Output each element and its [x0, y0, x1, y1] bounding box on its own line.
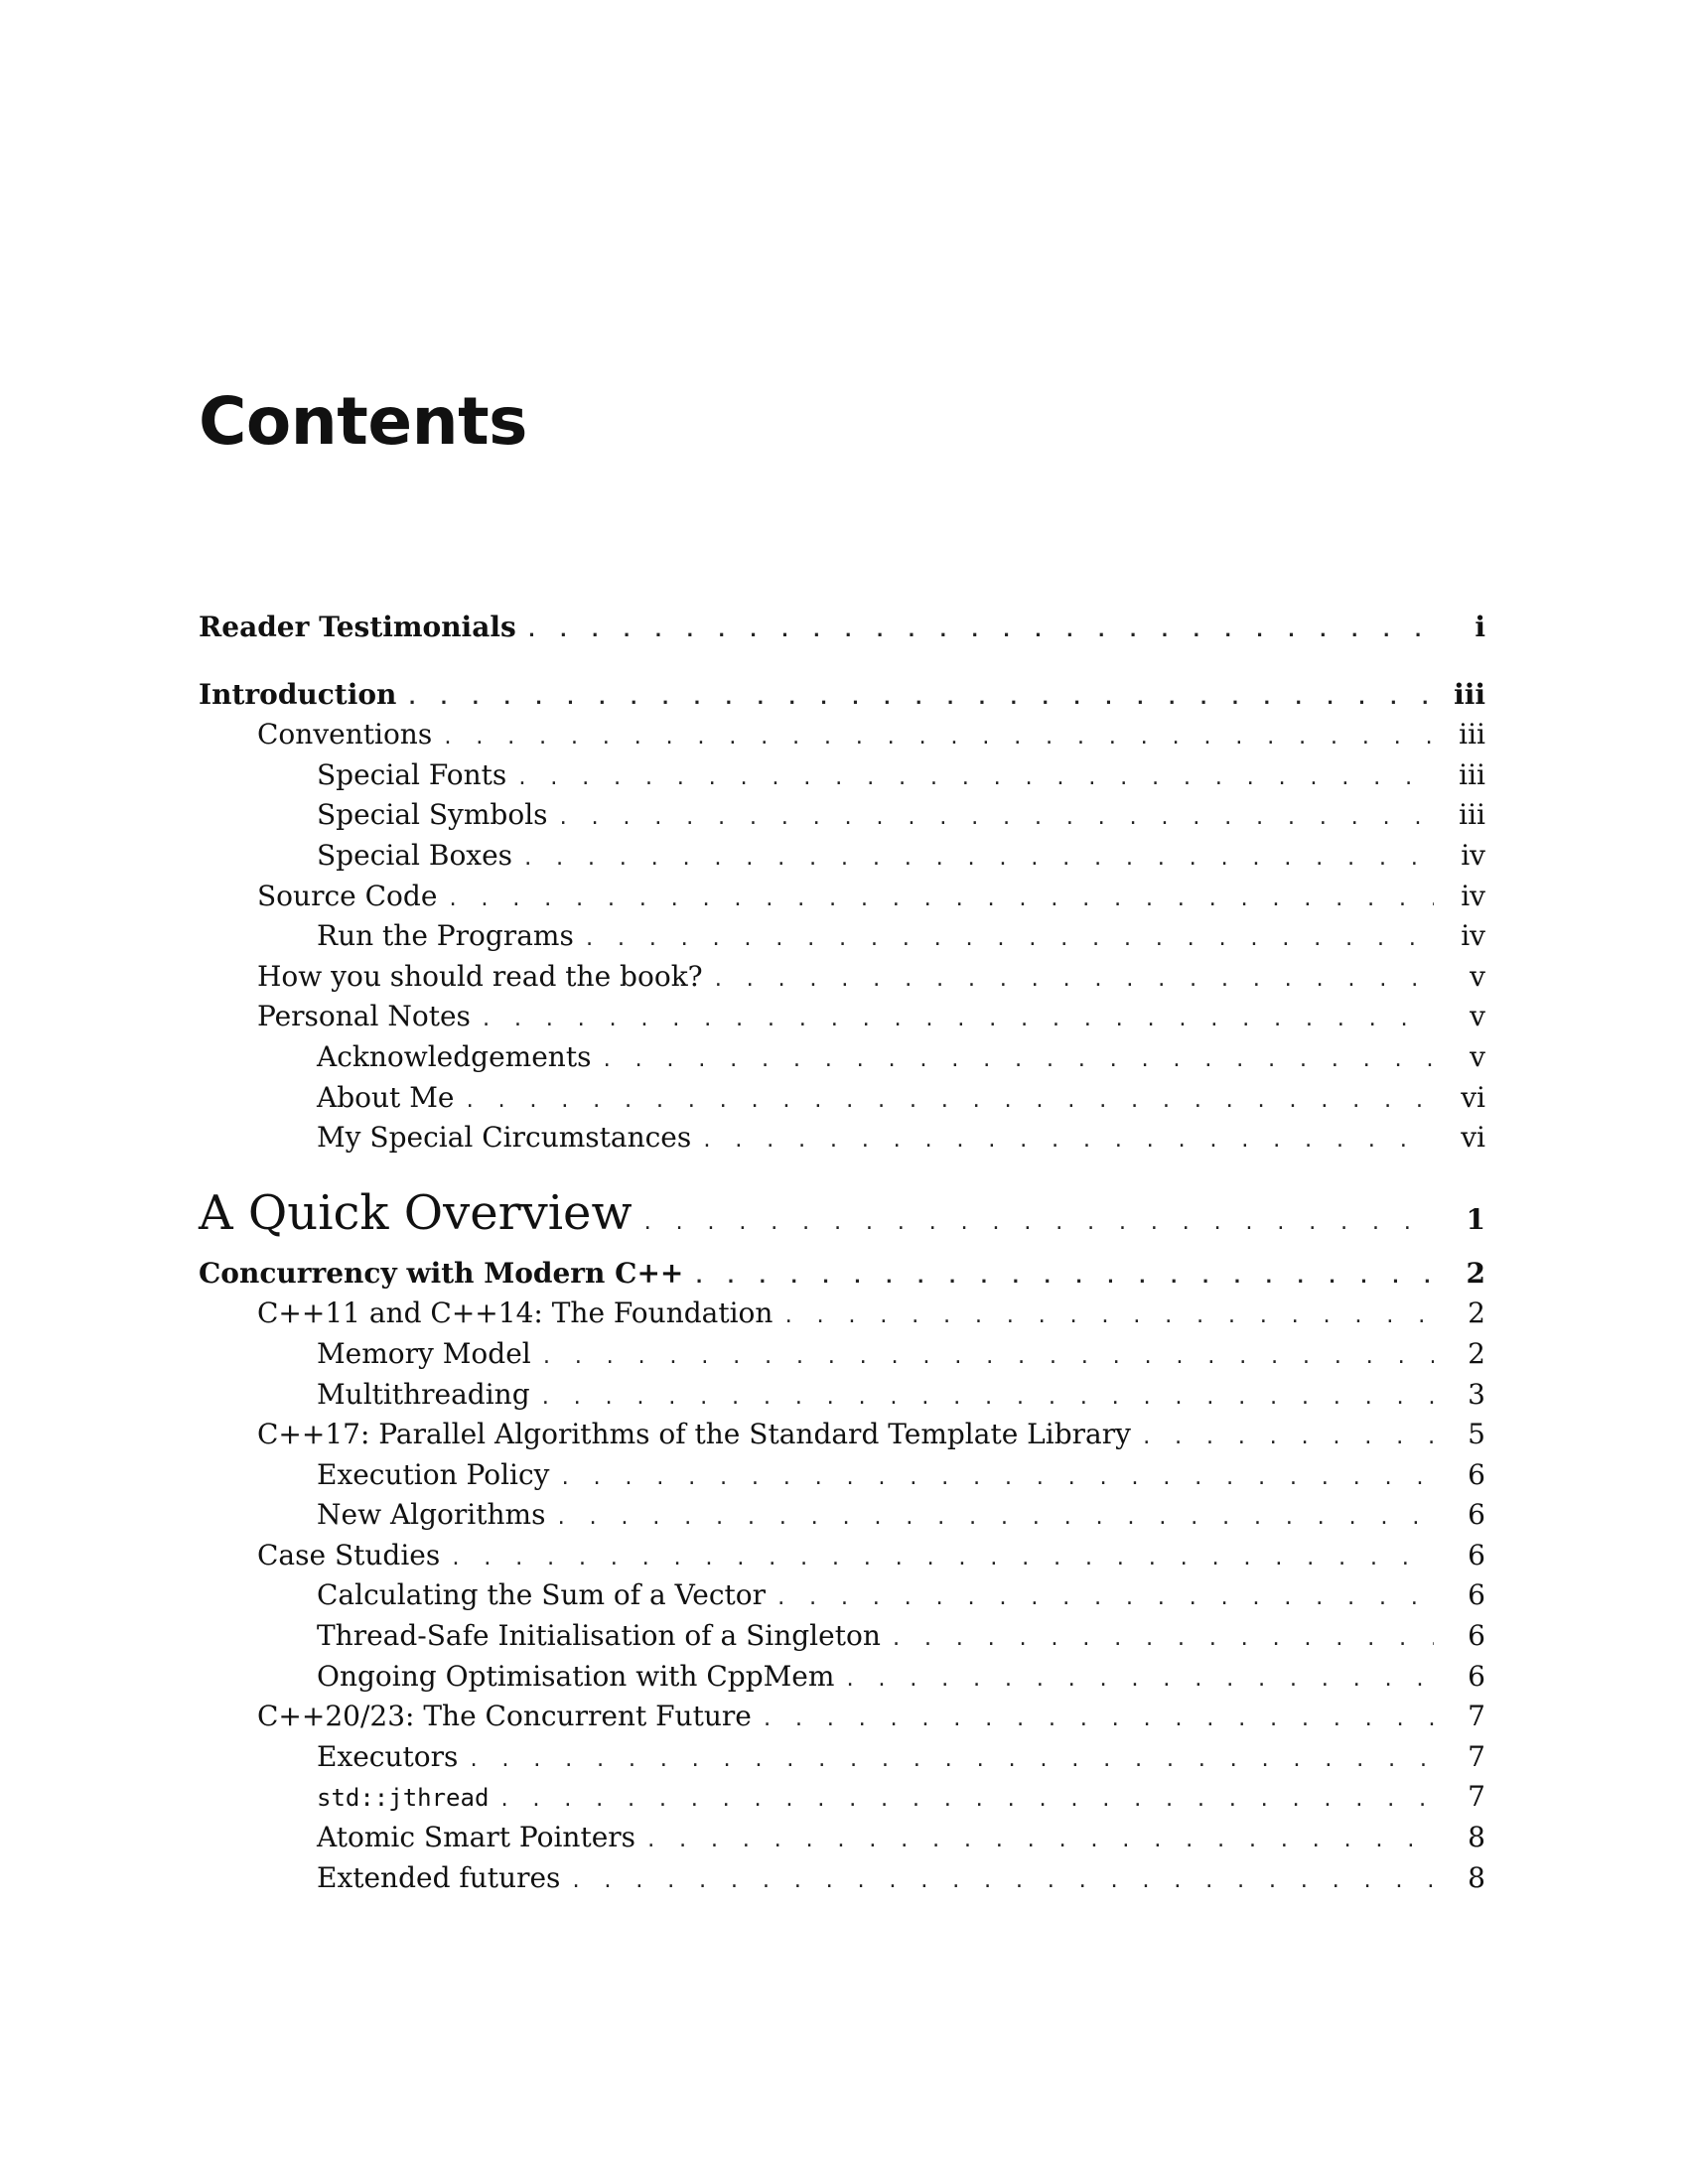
toc-page-number: 8 — [1468, 1821, 1485, 1854]
toc-page-number: 5 — [1468, 1418, 1485, 1451]
toc-entry-title: Concurrency with Modern C++ — [199, 1256, 684, 1290]
toc-page-number: 1 — [1466, 1202, 1485, 1236]
toc-page-number: i — [1475, 611, 1485, 643]
toc-entry-singleton-init[interactable] — [199, 1616, 1485, 1657]
toc-entry-title: Special Boxes — [317, 838, 513, 872]
toc-entry-title: Calculating the Sum of a Vector — [317, 1578, 767, 1612]
toc-entry-special-boxes[interactable] — [199, 836, 1485, 877]
toc-page-number: iii — [1459, 757, 1485, 791]
dot-leader — [782, 1297, 1434, 1337]
dot-leader — [701, 1121, 1434, 1161]
dot-leader — [406, 678, 1434, 719]
toc-entry-title: Thread-Safe Initialisation of a Singleton — [317, 1619, 881, 1653]
toc-entry-title: Case Studies — [257, 1538, 441, 1571]
toc-entry-title: Ongoing Optimisation with CppMem — [317, 1659, 835, 1693]
toc-entry-title: Run the Programs — [317, 919, 574, 953]
toc-page-number: iv — [1461, 879, 1485, 912]
toc-page-number: iii — [1454, 677, 1485, 711]
toc-entry-extended-futures[interactable] — [199, 1858, 1485, 1899]
dot-leader — [560, 1458, 1435, 1499]
toc-page-number: v — [1470, 1039, 1485, 1073]
toc-page-number: v — [1470, 1000, 1485, 1033]
toc-entry-title: std::jthread — [317, 1784, 490, 1813]
dot-leader — [558, 798, 1434, 839]
toc-entry-concurrency-modern-cpp[interactable] — [199, 1254, 1485, 1295]
toc-entry-execution-policy[interactable] — [199, 1455, 1485, 1496]
toc-entry-cpp20-concurrent-future[interactable] — [199, 1697, 1485, 1737]
toc-page-number: iv — [1461, 838, 1485, 872]
toc-entry-title: Personal Notes — [257, 1000, 471, 1033]
toc-entry-title: Acknowledgements — [317, 1039, 592, 1073]
toc-entry-title: A Quick Overview — [199, 1184, 633, 1241]
dot-leader — [481, 1000, 1434, 1040]
toc-entry-title: C++11 and C++14: The Foundation — [257, 1297, 774, 1330]
toc-entry-title: My Special Circumstances — [317, 1121, 692, 1155]
dot-leader — [540, 1378, 1434, 1419]
dot-leader — [693, 1257, 1434, 1297]
toc-page-number: 7 — [1468, 1739, 1485, 1773]
toc-page-number: 3 — [1468, 1377, 1485, 1411]
toc-entry-reader-testimonials[interactable] — [199, 608, 1485, 648]
dot-leader — [442, 718, 1434, 758]
toc-page-number: iv — [1461, 919, 1485, 953]
dot-leader — [762, 1700, 1434, 1740]
dot-leader — [447, 880, 1434, 920]
toc-page-number: 7 — [1468, 1780, 1485, 1814]
toc-page-number: vi — [1461, 1121, 1485, 1155]
toc-entry-special-circumstances[interactable] — [199, 1118, 1485, 1159]
toc-entry-multithreading[interactable] — [199, 1375, 1485, 1416]
dot-leader — [601, 1040, 1434, 1081]
toc-page-number: 6 — [1468, 1578, 1485, 1612]
dot-leader — [541, 1337, 1434, 1378]
toc-page-number: 7 — [1468, 1700, 1485, 1733]
dot-leader — [555, 1498, 1434, 1539]
toc-part-quick-overview[interactable] — [199, 1178, 1485, 1248]
toc-entry-new-algorithms[interactable] — [199, 1495, 1485, 1536]
toc-entry-title: C++17: Parallel Algorithms of the Standard Template Library — [257, 1418, 1131, 1451]
toc-page-number: 6 — [1468, 1659, 1485, 1693]
toc-entry-sum-of-vector[interactable] — [199, 1575, 1485, 1616]
toc-entry-about-me[interactable] — [199, 1078, 1485, 1119]
toc-page-number: vi — [1461, 1080, 1485, 1114]
toc-entry-title: Extended futures — [317, 1860, 561, 1894]
toc-entry-title: Execution Policy — [317, 1457, 550, 1491]
dot-leader — [844, 1660, 1434, 1701]
toc-entry-cppmem-optimisation[interactable] — [199, 1657, 1485, 1698]
dot-leader — [498, 1780, 1434, 1821]
toc-entry-memory-model[interactable] — [199, 1334, 1485, 1375]
toc-page-number: 6 — [1468, 1457, 1485, 1491]
toc-entry-title: Introduction — [199, 677, 397, 711]
page-title: Contents — [199, 383, 527, 460]
dot-leader — [450, 1539, 1434, 1579]
toc-page-number: 2 — [1468, 1297, 1485, 1330]
toc-entry-acknowledgements[interactable] — [199, 1037, 1485, 1078]
dot-leader — [526, 611, 1434, 651]
toc-page-number: 2 — [1466, 1256, 1485, 1290]
toc-entry-conventions[interactable] — [199, 715, 1485, 755]
toc-entry-special-fonts[interactable] — [199, 755, 1485, 796]
toc-page-number: 6 — [1468, 1498, 1485, 1532]
dot-leader — [468, 1740, 1434, 1781]
toc-entry-title: Multithreading — [317, 1377, 530, 1411]
toc-entry-title: Reader Testimonials — [199, 611, 516, 643]
toc-entry-cpp11-cpp14-foundation[interactable] — [199, 1294, 1485, 1334]
table-of-contents — [199, 608, 1485, 1898]
toc-entry-title: Memory Model — [317, 1336, 531, 1370]
toc-page-number: 8 — [1468, 1860, 1485, 1894]
toc-entry-run-the-programs[interactable] — [199, 916, 1485, 957]
toc-entry-introduction[interactable] — [199, 675, 1485, 716]
dot-leader — [642, 1188, 1434, 1258]
dot-leader — [775, 1578, 1434, 1619]
toc-entry-atomic-smart-pointers[interactable] — [199, 1818, 1485, 1858]
toc-entry-case-studies[interactable] — [199, 1536, 1485, 1576]
dot-leader — [522, 839, 1434, 880]
toc-entry-title: About Me — [317, 1080, 455, 1114]
toc-entry-personal-notes[interactable] — [199, 997, 1485, 1037]
toc-entry-title: Special Symbols — [317, 798, 548, 832]
toc-entry-jthread[interactable] — [199, 1777, 1485, 1818]
toc-entry-title: Atomic Smart Pointers — [317, 1821, 636, 1854]
toc-entry-title: New Algorithms — [317, 1498, 546, 1532]
dot-leader — [1141, 1418, 1434, 1458]
toc-page-number: 2 — [1468, 1336, 1485, 1370]
toc-entry-title: C++20/23: The Concurrent Future — [257, 1700, 752, 1733]
dot-leader — [464, 1081, 1434, 1122]
toc-entry-executors[interactable] — [199, 1737, 1485, 1778]
toc-page-number: iii — [1459, 718, 1485, 751]
toc-entry-title: Special Fonts — [317, 757, 507, 791]
toc-entry-title: Executors — [317, 1739, 459, 1773]
toc-entry-source-code[interactable] — [199, 877, 1485, 917]
toc-entry-title: Conventions — [257, 718, 433, 751]
toc-page-number: 6 — [1468, 1619, 1485, 1653]
dot-leader — [516, 758, 1434, 799]
toc-entry-title: Source Code — [257, 879, 438, 912]
toc-entry-title: How you should read the book? — [257, 959, 703, 993]
toc-page-number: iii — [1459, 798, 1485, 832]
toc-entry-special-symbols[interactable] — [199, 795, 1485, 836]
dot-leader — [713, 960, 1434, 1001]
dot-leader — [891, 1619, 1434, 1660]
toc-page-number: v — [1470, 959, 1485, 993]
dot-leader — [645, 1821, 1434, 1861]
dot-leader — [584, 919, 1434, 960]
toc-entry-how-to-read[interactable] — [199, 957, 1485, 998]
dot-leader — [570, 1861, 1434, 1902]
toc-page-number: 6 — [1468, 1538, 1485, 1571]
toc-entry-cpp17-parallel-algorithms[interactable] — [199, 1415, 1485, 1455]
